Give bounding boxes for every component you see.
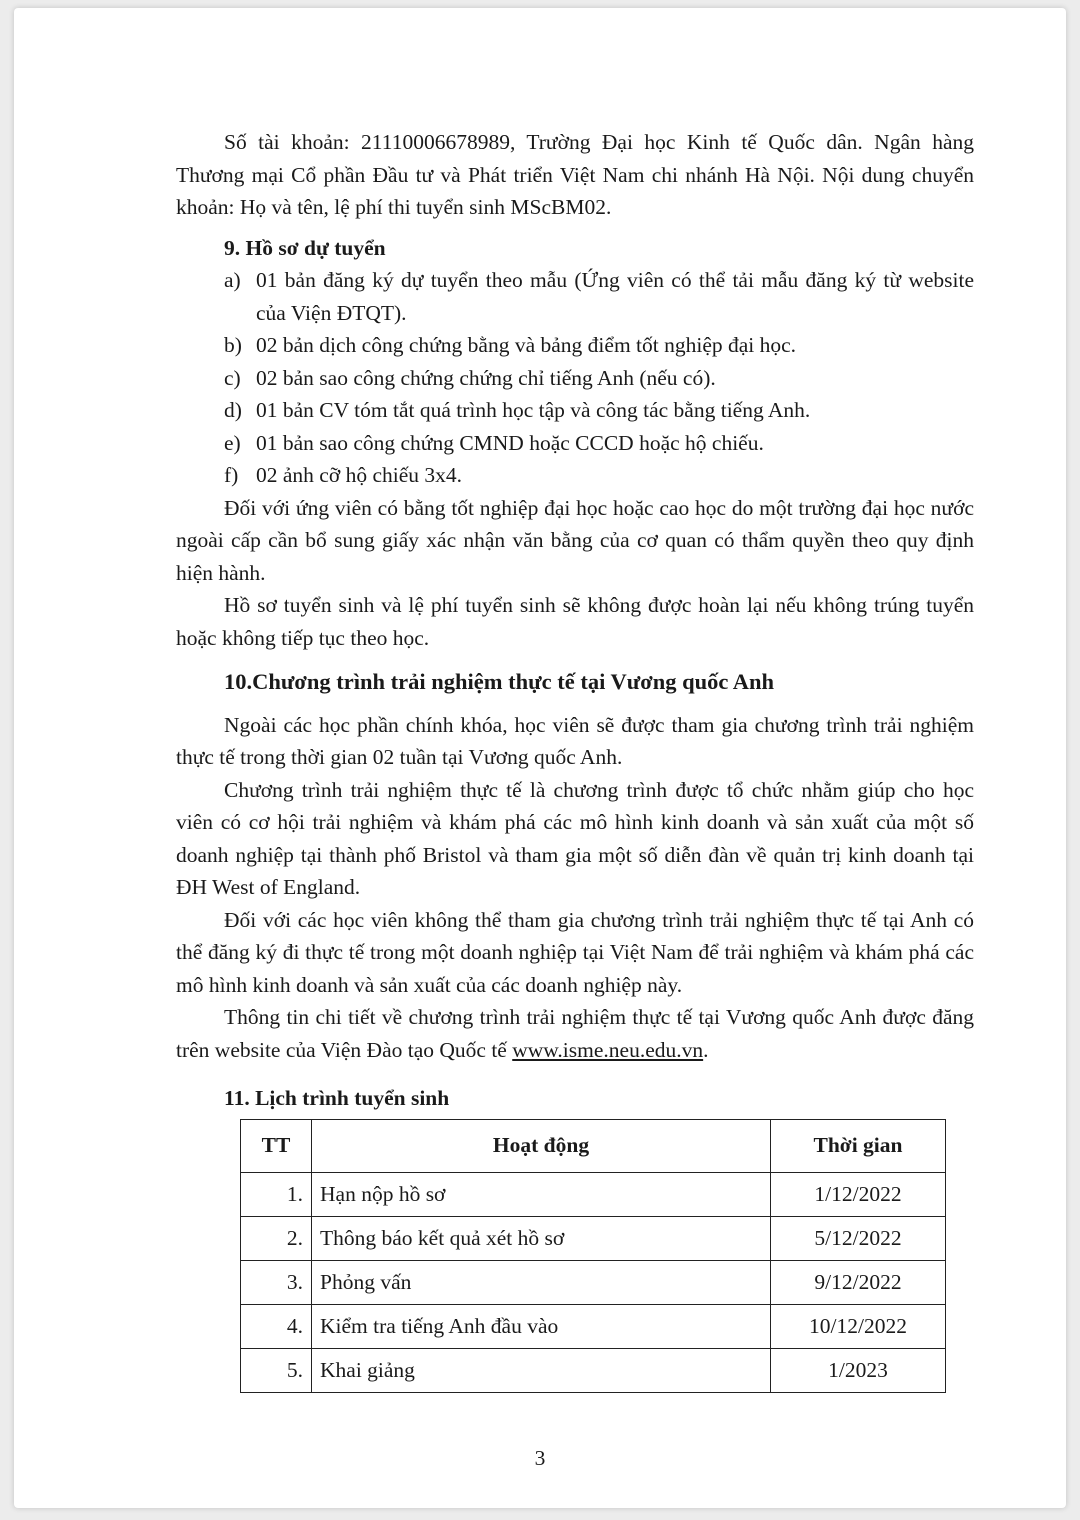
section-9-heading: 9. Hồ sơ dự tuyển <box>224 235 386 260</box>
cell-tt: 3. <box>241 1260 312 1304</box>
cell-activity: Khai giảng <box>312 1348 771 1392</box>
list-item <box>224 394 974 427</box>
table-row <box>241 1304 946 1348</box>
list-item-text: 02 bản sao công chứng chứng chỉ tiếng Anh (nếu có). <box>256 365 716 390</box>
section-10-heading: 10.Chương trình trải nghiệm thực tế tại Vương quốc Anh <box>224 669 775 694</box>
list-item-label: c) <box>224 365 241 390</box>
details-text: Thông tin chi tiết về chương trình trải nghiệm thực tế tại Vương quốc Anh được đăng trên website của Viện Đào tạo Quốc tế <box>176 1005 974 1062</box>
list-item <box>224 459 974 492</box>
program-description-paragraph: Chương trình trải nghiệm thực tế là chương trình được tổ chức nhằm giúp cho học viên có cơ hội trải nghiệm và khám phá các mô hình kinh doanh và sản xuất của một số doanh nghiệp tại thành phố Bristol và tham gia một số diễn đàn về quản trị kinh doanh tại ĐH West of England. <box>176 777 974 899</box>
cell-activity: Phỏng vấn <box>312 1260 771 1304</box>
list-item-label: a) <box>224 268 241 292</box>
table-row <box>241 1172 946 1216</box>
list-item-label: e) <box>224 430 241 455</box>
list-item-text: 02 ảnh cỡ hộ chiếu 3x4. <box>256 463 463 487</box>
list-item-text: 01 bản sao công chứng CMND hoặc CCCD hoặc hộ chiếu. <box>256 430 764 455</box>
list-item-text: 01 bản đăng ký dự tuyển theo mẫu (Ứng viên có thể tải mẫu đăng ký từ website của Viện ĐTQT). <box>256 268 974 325</box>
cell-time: 1/2023 <box>771 1348 946 1392</box>
refund-paragraph: Hồ sơ tuyển sinh và lệ phí tuyển sinh sẽ không được hoàn lại nếu không trúng tuyển hoặc không tiếp tục theo học. <box>176 593 974 650</box>
details-paragraph <box>176 1001 974 1066</box>
list-item <box>224 362 974 395</box>
cell-activity: Hạn nộp hồ sơ <box>312 1172 771 1216</box>
table-row <box>241 1216 946 1260</box>
vietnam-alternative-paragraph: Đối với các học viên không thể tham gia chương trình trải nghiệm thực tế tại Anh có thể đăng ký đi thực tế trong một doanh nghiệp tại Việt Nam để trải nghiệm và khám phá các mô hình kinh doanh và sản xuất của các doanh nghiệp này. <box>176 907 974 997</box>
header-time: Thời gian <box>771 1119 946 1172</box>
table-row <box>241 1348 946 1392</box>
list-item <box>224 427 974 460</box>
cell-tt: 4. <box>241 1304 312 1348</box>
header-activity: Hoạt động <box>312 1119 771 1172</box>
document-body <box>176 126 974 1393</box>
list-item-label: b) <box>224 333 242 357</box>
cell-activity: Kiểm tra tiếng Anh đầu vào <box>312 1304 771 1348</box>
details-end: . <box>703 1037 709 1062</box>
foreign-degree-paragraph: Đối với ứng viên có bằng tốt nghiệp đại học hoặc cao học do một trường đại học nước ngoài cấp cần bổ sung giấy xác nhận văn bằng của cơ quan có thẩm quyền theo quy định hiện hành. <box>176 495 974 585</box>
header-tt: TT <box>241 1119 312 1172</box>
account-paragraph: Số tài khoản: 21110006678989, Trường Đại học Kinh tế Quốc dân. Ngân hàng Thương mại Cổ phần Đầu tư và Phát triển Việt Nam chi nhánh Hà Nội. Nội dung chuyển khoản: Họ và tên, lệ phí thi tuyển sinh MScBM02. <box>176 130 974 219</box>
cell-activity: Thông báo kết quả xét hồ sơ <box>312 1216 771 1260</box>
schedule-table <box>240 1119 946 1393</box>
cell-time: 1/12/2022 <box>771 1172 946 1216</box>
website-link[interactable]: www.isme.neu.edu.vn <box>512 1037 704 1062</box>
cell-time: 9/12/2022 <box>771 1260 946 1304</box>
page-number: 3 <box>534 1446 546 1470</box>
list-item <box>224 329 974 362</box>
cell-tt: 2. <box>241 1216 312 1260</box>
table-row <box>241 1260 946 1304</box>
cell-time: 10/12/2022 <box>771 1304 946 1348</box>
cell-tt: 1. <box>241 1172 312 1216</box>
list-item-text: 01 bản CV tóm tắt quá trình học tập và công tác bằng tiếng Anh. <box>256 398 811 422</box>
cell-time: 5/12/2022 <box>771 1216 946 1260</box>
section-11-heading: 11. Lịch trình tuyển sinh <box>224 1086 450 1110</box>
list-item <box>224 264 974 329</box>
table-header-row <box>241 1119 946 1172</box>
list-item-label: d) <box>224 398 242 422</box>
list-item-text: 02 bản dịch công chứng bằng và bảng điểm tốt nghiệp đại học. <box>256 333 797 357</box>
list-item-label: f) <box>224 463 239 487</box>
uk-program-paragraph: Ngoài các học phần chính khóa, học viên sẽ được tham gia chương trình trải nghiệm thực tế trong thời gian 02 tuần tại Vương quốc Anh. <box>176 712 974 769</box>
cell-tt: 5. <box>241 1348 312 1392</box>
